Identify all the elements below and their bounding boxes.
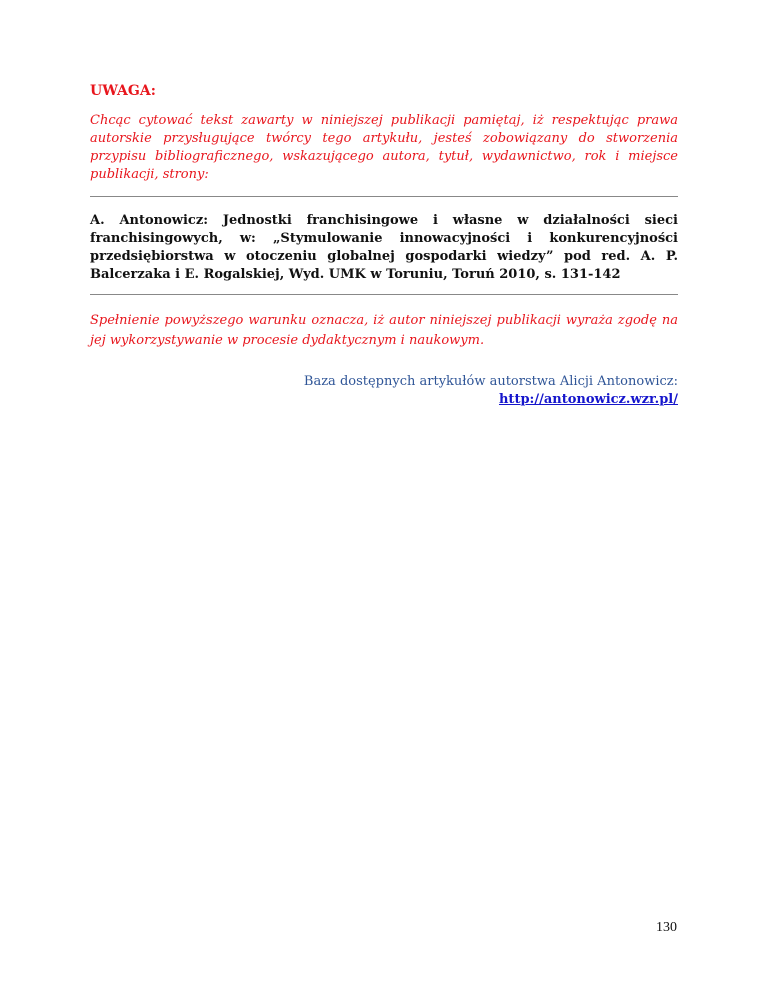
condition-text: Spełnienie powyższego warunku oznacza, iż autor niniejszej publikacji wyraża zgodę na jej wykorzystywanie w procesie dydaktycznym i naukowym. xyxy=(90,313,678,348)
citation-text: A. Antonowicz: Jednostki franchisingowe i własne w działalności sieci franchisingowych, w: „Stymulowanie innowacyjności i konkurencyjności przedsiębiorstwa w otoczeniu globalnej gospodarki wiedzy” pod red. A. P. Balcerzaka i E. Rogalskiej, Wyd. UMK w Toruniu, Toruń 2010, s. 131-142 xyxy=(90,213,678,282)
notice-title: UWAGA: xyxy=(90,83,156,99)
divider-top xyxy=(90,196,678,197)
articles-base-link[interactable]: http://antonowicz.wzr.pl/ xyxy=(498,392,678,407)
articles-base xyxy=(90,373,678,409)
articles-base-label: Baza dostępnych artykułów autorstwa Alicji Antonowicz: xyxy=(303,374,678,389)
divider-bottom xyxy=(90,294,678,295)
page-number: 130 xyxy=(656,920,677,935)
notice-text: Chcąc cytować tekst zawarty w niniejszej publikacji pamiętaj, iż respektując prawa autorskie przysługujące twórcy tego artykułu, jesteś zobowiązany do stworzenia przypisu bibliograficznego, wskazującego autora, tytuł, wydawnictwo, rok i miejsce publikacji, strony: xyxy=(90,113,678,182)
document-page xyxy=(90,82,678,409)
